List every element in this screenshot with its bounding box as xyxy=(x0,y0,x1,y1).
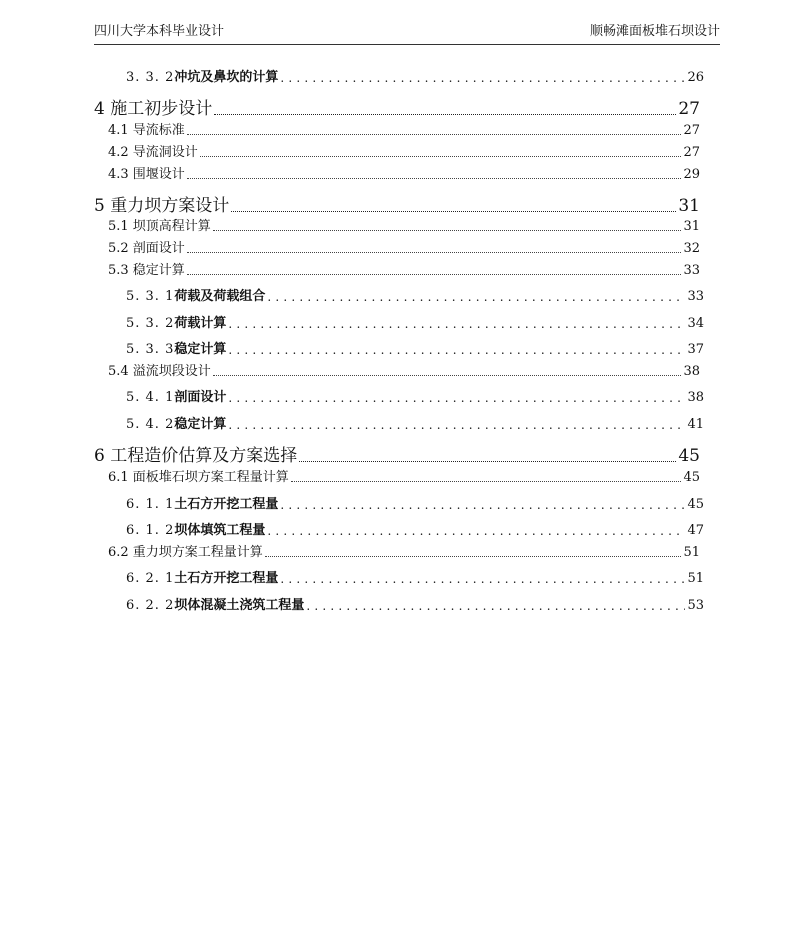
toc-entry-title: 土石方开挖工程量 xyxy=(174,497,279,512)
toc-entry-title: 5.3 稳定计算 xyxy=(108,263,185,278)
leader-dots xyxy=(214,113,676,115)
leader-dots xyxy=(213,229,682,231)
toc-entry-number: 6. 2. 2 xyxy=(126,598,175,613)
toc-entry-title: 5.1 坝顶高程计算 xyxy=(108,219,211,234)
leader-dots xyxy=(280,572,685,586)
leader-dots xyxy=(200,155,682,157)
toc-entry-title: 坝体填筑工程量 xyxy=(174,523,266,538)
leader-dots xyxy=(280,71,685,85)
leader-dots xyxy=(228,317,685,331)
toc-chapter-entry[interactable] xyxy=(94,94,700,119)
toc-entry-title: 稳定计算 xyxy=(174,417,227,432)
leader-dots xyxy=(280,498,685,512)
header-left-title: 四川大学本科毕业设计 xyxy=(94,24,225,39)
toc-entry-page: 33 xyxy=(687,289,704,304)
toc-section-entry[interactable] xyxy=(108,237,700,256)
leader-dots xyxy=(291,480,682,482)
leader-dots xyxy=(306,599,685,613)
leader-dots xyxy=(228,391,685,405)
toc-section-entry[interactable] xyxy=(108,466,700,485)
toc-entry-page: 27 xyxy=(683,145,700,160)
toc-entry-title: 4.1 导流标准 xyxy=(108,123,185,138)
toc-entry[interactable] xyxy=(126,338,704,357)
toc-chapter-entry[interactable] xyxy=(94,441,700,466)
toc-entry-number: 6. 2. 1 xyxy=(126,571,175,586)
toc-entry-page: 27 xyxy=(678,99,700,119)
toc-entry-title: 5.2 剖面设计 xyxy=(108,241,185,256)
toc-entry-page: 45 xyxy=(678,446,700,466)
leader-dots xyxy=(267,524,685,538)
toc-entry-page: 47 xyxy=(687,523,704,538)
leader-dots xyxy=(228,343,685,357)
toc-entry-page: 45 xyxy=(683,470,700,485)
toc-entry-number: 5. 3. 3 xyxy=(126,342,175,357)
toc-entry[interactable] xyxy=(126,594,704,613)
leader-dots xyxy=(187,251,682,253)
leader-dots xyxy=(231,210,676,212)
toc-entry-page: 38 xyxy=(687,390,704,405)
leader-dots xyxy=(265,555,682,557)
toc-entry-title: 冲坑及鼻坎的计算 xyxy=(174,70,279,85)
leader-dots xyxy=(187,273,682,275)
toc-entry[interactable] xyxy=(126,312,704,331)
leader-dots xyxy=(213,374,682,376)
toc-section-entry[interactable] xyxy=(108,119,700,138)
toc-entry-page: 37 xyxy=(687,342,704,357)
toc-entry-number: 5. 4. 1 xyxy=(126,390,175,405)
header-right-title: 顺畅滩面板堆石坝设计 xyxy=(589,24,720,39)
toc-entry-page: 29 xyxy=(683,167,700,182)
toc-entry-page: 32 xyxy=(683,241,700,256)
toc-entry-page: 31 xyxy=(683,219,700,234)
toc-entry-title: 坝体混凝土浇筑工程量 xyxy=(174,598,305,613)
toc-entry[interactable] xyxy=(126,567,704,586)
toc-entry-page: 51 xyxy=(683,545,700,560)
page-header xyxy=(94,16,720,45)
toc-entry-page: 27 xyxy=(683,123,700,138)
toc-entry-title: 土石方开挖工程量 xyxy=(174,571,279,586)
toc-entry-title: 荷载及荷载组合 xyxy=(174,289,266,304)
toc-section-entry[interactable] xyxy=(108,259,700,278)
leader-dots xyxy=(228,418,685,432)
toc-entry-number: 5. 4. 2 xyxy=(126,417,175,432)
toc-entry-page: 33 xyxy=(683,263,700,278)
toc-entry[interactable] xyxy=(126,66,704,85)
toc-section-entry[interactable] xyxy=(108,163,700,182)
toc-entry-title: 4.3 围堰设计 xyxy=(108,167,185,182)
toc-entry-title: 4.2 导流洞设计 xyxy=(108,145,198,160)
toc-entry-number: 6. 1. 1 xyxy=(126,497,175,512)
toc-entry-page: 34 xyxy=(687,316,704,331)
toc-entry-number: 3. 3. 2 xyxy=(126,70,175,85)
toc-entry-page: 51 xyxy=(687,571,704,586)
toc-entry[interactable] xyxy=(126,386,704,405)
toc-entry[interactable] xyxy=(126,519,704,538)
toc-entry-title: 5 重力坝方案设计 xyxy=(94,196,230,216)
toc-entry-title: 4 施工初步设计 xyxy=(94,99,213,119)
leader-dots xyxy=(299,460,676,462)
toc-section-entry[interactable] xyxy=(108,141,700,160)
toc-entry-page: 45 xyxy=(687,497,704,512)
toc-entry-page: 26 xyxy=(687,70,704,85)
toc-section-entry[interactable] xyxy=(108,215,700,234)
toc-entry-title: 6.2 重力坝方案工程量计算 xyxy=(108,545,263,560)
toc-entry-page: 41 xyxy=(687,417,704,432)
toc-entry-title: 6.1 面板堆石坝方案工程量计算 xyxy=(108,470,289,485)
toc-entry-title: 剖面设计 xyxy=(174,390,227,405)
toc-entry-title: 稳定计算 xyxy=(174,342,227,357)
toc-chapter-entry[interactable] xyxy=(94,191,700,216)
toc-entry-number: 5. 3. 1 xyxy=(126,289,175,304)
leader-dots xyxy=(187,133,682,135)
toc-section-entry[interactable] xyxy=(108,541,700,560)
leader-dots xyxy=(187,177,682,179)
toc-entry-page: 31 xyxy=(678,196,700,216)
toc-entry[interactable] xyxy=(126,493,704,512)
toc-entry-page: 53 xyxy=(687,598,704,613)
toc-section-entry[interactable] xyxy=(108,360,700,379)
toc-entry-page: 38 xyxy=(683,364,700,379)
toc-entry[interactable] xyxy=(126,285,704,304)
toc-entry-number: 6. 1. 2 xyxy=(126,523,175,538)
leader-dots xyxy=(267,290,685,304)
toc-entry[interactable] xyxy=(126,413,704,432)
toc-entry-title: 6 工程造价估算及方案选择 xyxy=(94,446,298,466)
toc-entry-number: 5. 3. 2 xyxy=(126,316,175,331)
toc-entry-title: 荷载计算 xyxy=(174,316,227,331)
toc-entry-title: 5.4 溢流坝段设计 xyxy=(108,364,211,379)
